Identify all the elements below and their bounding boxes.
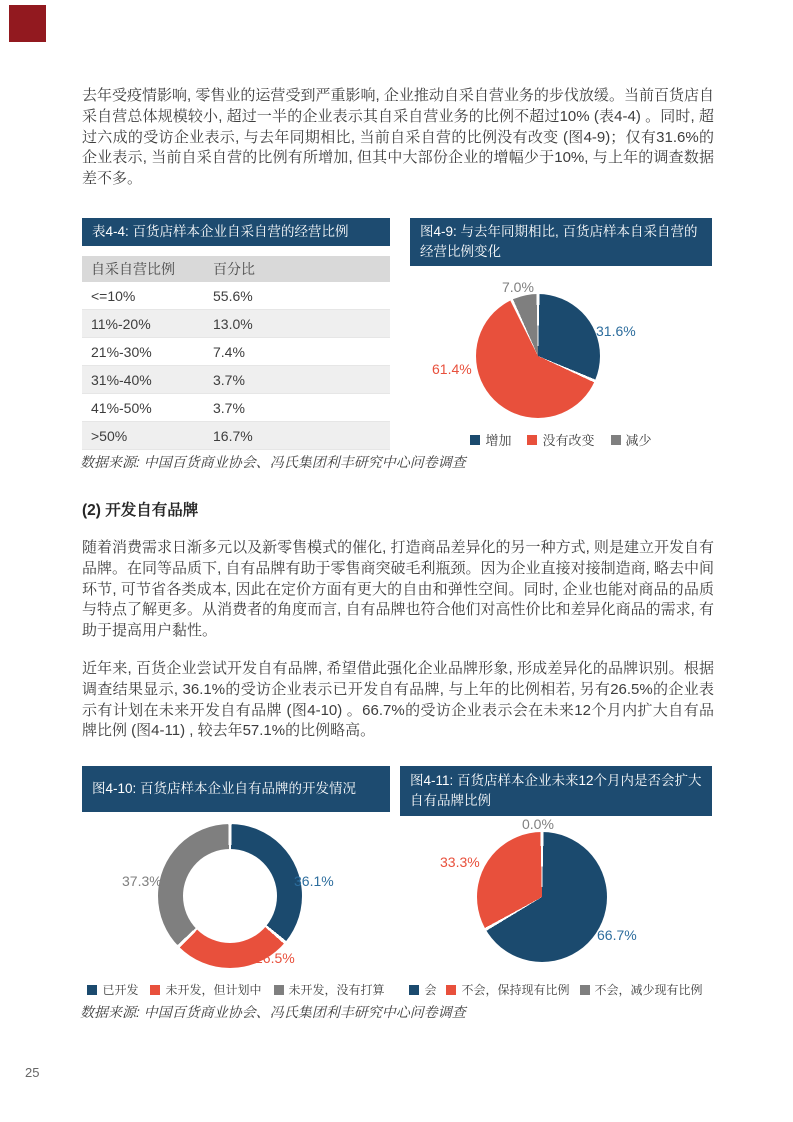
pie-value-label: 36.1% — [294, 873, 334, 889]
pie-value-label: 61.4% — [432, 361, 472, 377]
pie-value-label: 7.0% — [502, 279, 534, 295]
source-note: 数据来源: 中国百货商业协会、冯氏集团利丰研究中心问卷调查 — [80, 1004, 466, 1020]
pie-value-label: 66.7% — [597, 927, 637, 943]
pie-chart — [477, 832, 607, 962]
figure-4-9 — [410, 218, 712, 450]
legend-item — [446, 981, 569, 998]
body-paragraph-2: 随着消费需求日渐多元以及新零售模式的催化, 打造商品差异化的另一种方式, 则是建立开发自有品牌。在同等品质下, 自有品牌有助于零售商突破毛利瓶颈。因为企业直接对接制造商, 略去中间环节, 可节省各类成本, 因此在定价方面有更大的自由和弹性空间。同时, 企业也能对商品的品质与特点了解更多。从消费者的角度而言, 自有品牌也符合他们对高性价比和差异化商品的需求, 有助于提高用户黏性。 — [82, 539, 714, 640]
chart-legend — [400, 981, 712, 998]
table-cell: 31%-40% — [91, 371, 152, 388]
body-paragraph-3: 近年来, 百货企业尝试开发自有品牌, 希望借此强化企业品牌形象, 形成差异化的品牌识别。根据调查结果显示, 36.1%的受访企业表示已开发自有品牌, 与上年的比例相若, 另有26.5%的企业表示有计划在未来开发自有品牌 (图4-10) 。66.7%的受访企业表示会在未来12个月内扩大自有品牌比例 (图4-11) , 较去年57.1%的比例略高。 — [82, 660, 714, 740]
legend-swatch-icon — [580, 985, 590, 995]
legend-label: 会 — [424, 983, 437, 997]
table-cell: 7.4% — [213, 343, 245, 360]
legend-label: 不会，保持现有比例 — [461, 983, 570, 997]
table-row — [82, 310, 390, 338]
legend-swatch-icon — [150, 985, 160, 995]
legend-label: 未开发，但计划中 — [165, 983, 262, 997]
pie-value-label: 37.3% — [122, 873, 162, 889]
legend-item — [580, 981, 703, 998]
table-row — [82, 366, 390, 394]
table-cell: >50% — [91, 427, 128, 444]
legend-item — [611, 430, 652, 449]
section-heading: (2) 开发自有品牌 — [82, 502, 199, 519]
table-cell: 11%-20% — [91, 315, 151, 332]
table-cell: 16.7% — [213, 427, 253, 444]
figure-title: 图4-10: 百货店样本企业自有品牌的开发情况 — [82, 766, 390, 812]
legend-label: 未开发，没有打算 — [288, 983, 385, 997]
legend-swatch-icon — [527, 435, 537, 445]
chart-legend — [82, 981, 390, 998]
table-row — [82, 282, 390, 310]
figure-4-10 — [82, 766, 390, 978]
chart-legend — [410, 430, 712, 449]
table-header-cell: 自采自营比例 — [91, 261, 175, 277]
donut-hole — [183, 849, 277, 943]
legend-swatch-icon — [409, 985, 419, 995]
table-title: 表4-4: 百货店样本企业自采自营的经营比例 — [82, 218, 390, 246]
legend-swatch-icon — [470, 435, 480, 445]
legend-swatch-icon — [87, 985, 97, 995]
pie-value-label: 33.3% — [440, 854, 480, 870]
page-number: 25 — [25, 1065, 40, 1080]
table-header-cell: 百分比 — [213, 261, 255, 277]
figure-title: 图4-9: 与去年同期相比, 百货店样本自采自营的经营比例变化 — [410, 218, 712, 266]
table-cell: 13.0% — [213, 315, 253, 332]
legend-swatch-icon — [446, 985, 456, 995]
pie-value-label: 0.0% — [522, 816, 554, 832]
legend-item — [527, 430, 594, 449]
table-cell: <=10% — [91, 287, 136, 304]
table-row — [82, 338, 390, 366]
legend-label: 不会，减少现有比例 — [594, 983, 703, 997]
legend-item — [470, 430, 511, 449]
legend-swatch-icon — [611, 435, 621, 445]
legend-swatch-icon — [274, 985, 284, 995]
brand-logo-square — [9, 5, 46, 42]
donut-chart — [158, 824, 302, 968]
table-cell: 55.6% — [213, 287, 253, 304]
body-paragraph-1: 去年受疫情影响, 零售业的运营受到严重影响, 企业推动自采自营业务的步伐放缓。当前百货店自采自营总体规模较小, 超过一半的企业表示其自采自营业务的比例不超过10% (表4-4) 。同时, 超过六成的受访企业表示, 与去年同期相比, 当前自采自营的比例没有改变 (图4-9)；仅有31.6%的企业表示, 当前自采自营的比例有所增加, 但其中大部份企业的增幅少于10%, 与上年的调查数据差不多。 — [82, 87, 714, 188]
legend-item — [409, 981, 436, 998]
legend-item — [274, 981, 385, 998]
table-header-row — [82, 256, 390, 282]
legend-item — [150, 981, 261, 998]
legend-label: 增加 — [485, 433, 512, 448]
pie-chart — [476, 294, 600, 418]
table-row — [82, 422, 390, 450]
legend-item — [87, 981, 138, 998]
figure-4-11 — [400, 766, 712, 978]
table-cell: 3.7% — [213, 371, 245, 388]
legend-label: 已开发 — [102, 983, 139, 997]
pie-value-label: 26.5% — [255, 950, 295, 966]
legend-label: 没有改变 — [542, 433, 595, 448]
table-cell: 41%-50% — [91, 399, 152, 416]
pie-value-label: 31.6% — [596, 323, 636, 339]
legend-label: 减少 — [625, 433, 652, 448]
table-cell: 3.7% — [213, 399, 245, 416]
figure-title: 图4-11: 百货店样本企业未来12个月内是否会扩大自有品牌比例 — [400, 766, 712, 816]
source-note: 数据来源: 中国百货商业协会、冯氏集团利丰研究中心问卷调查 — [80, 454, 466, 470]
table-4-4 — [82, 218, 390, 450]
table-cell: 21%-30% — [91, 343, 152, 360]
table-row — [82, 394, 390, 422]
